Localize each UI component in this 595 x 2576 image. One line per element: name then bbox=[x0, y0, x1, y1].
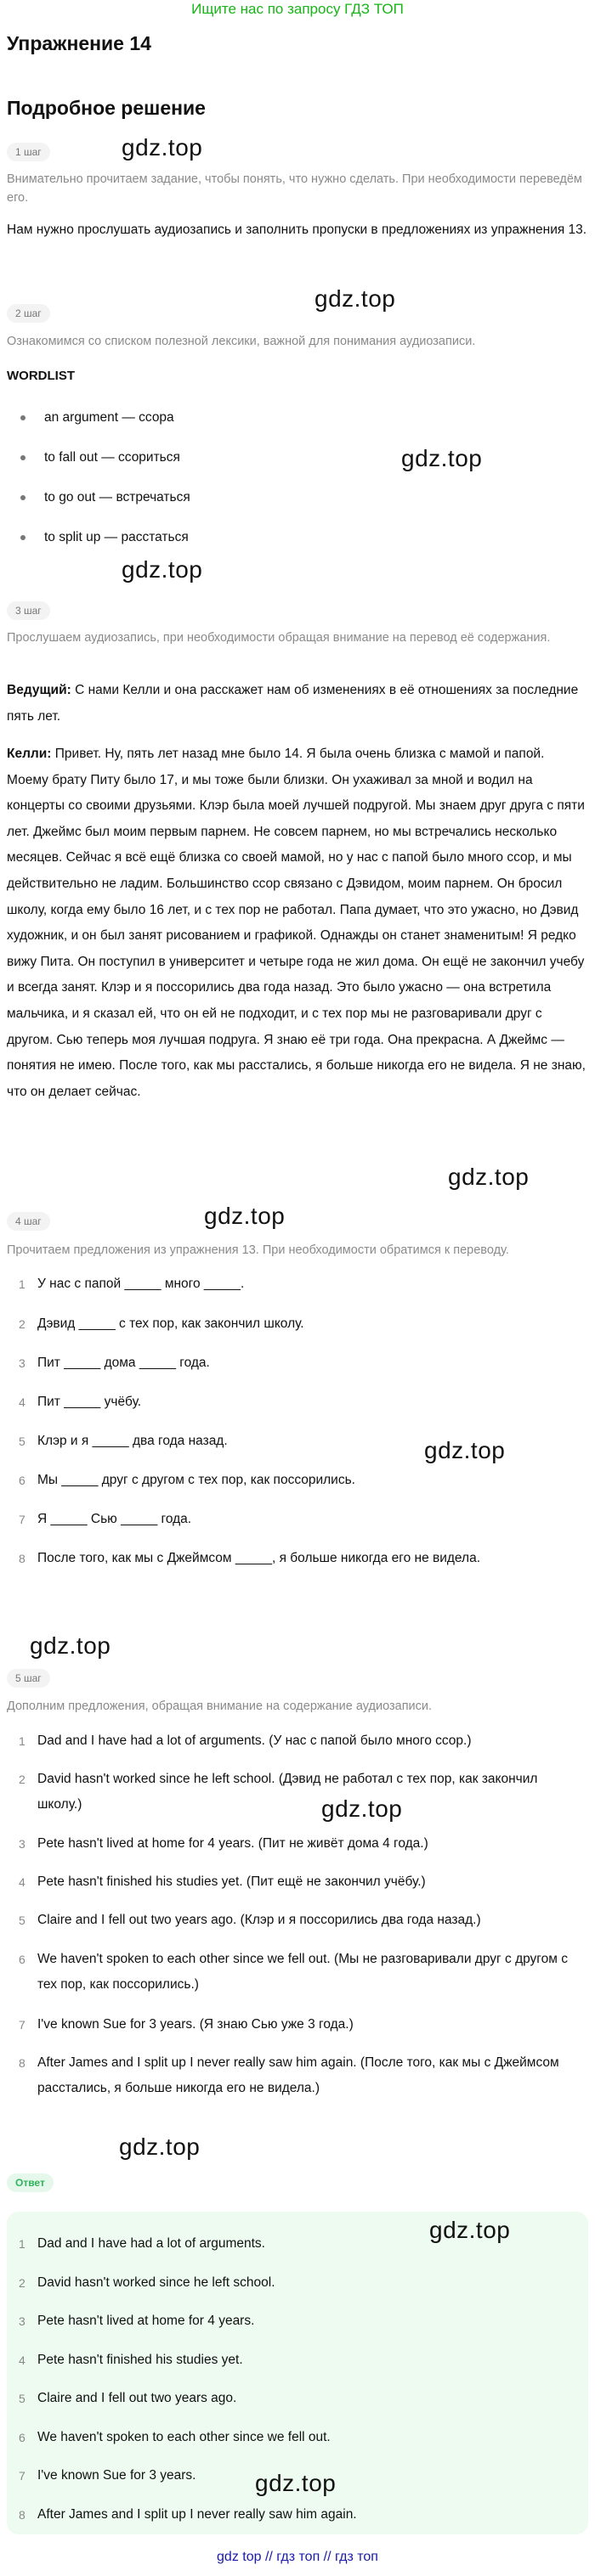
watermark: gdz.top bbox=[424, 1437, 506, 1463]
wordlist-heading: WORDLIST bbox=[7, 369, 75, 383]
list-item: 2 Дэвид _____ с тех пор, как закончил школу. bbox=[19, 1316, 304, 1331]
step-badge-3: 3 шаг bbox=[7, 601, 50, 620]
watermark: gdz.top bbox=[30, 1632, 111, 1659]
step-hint-4: Прочитаем предложения из упражнения 13. При необходимости обратимся к переводу. bbox=[7, 1243, 509, 1257]
list-item: to fall out — ссориться bbox=[7, 448, 585, 488]
list-item: to go out — встречаться bbox=[7, 488, 585, 527]
list-item: 8 After James and I split up I never really saw him again. (После того, как мы с Джеймсом расстались, я больше никогда его не видела.) bbox=[19, 2055, 559, 2095]
page-title: Упражнение 14 bbox=[7, 32, 151, 54]
list-item: 7 Я _____ Сью _____ года. bbox=[19, 1512, 192, 1526]
watermark: gdz.top bbox=[401, 445, 483, 471]
watermark: gdz.top bbox=[119, 2134, 201, 2160]
step-badge-5: 5 шаг bbox=[7, 1669, 50, 1688]
footer-link-1[interactable]: gdz top bbox=[217, 2550, 262, 2564]
list-item: 1 Dad and I have had a lot of arguments. bbox=[19, 2236, 265, 2251]
wordlist bbox=[7, 408, 585, 567]
step-badge-1: 1 шаг bbox=[7, 143, 50, 161]
watermark: gdz.top bbox=[429, 2217, 511, 2243]
host-paragraph: Ведущий: С нами Келли и она расскажет нам об изменениях в её отношениях за последние пять лет. bbox=[7, 683, 579, 724]
list-item: 5 Claire and I fell out two years ago. (Клэр и я поссорились два года назад.) bbox=[19, 1913, 481, 1927]
footer-link-2[interactable]: гдз топ bbox=[276, 2550, 320, 2564]
list-item: to split up — расстаться bbox=[7, 527, 585, 567]
answer-badge: Ответ bbox=[7, 2173, 54, 2192]
list-item: 4 Pete hasn't finished his studies yet. (Пит ещё не закончил учёбу.) bbox=[19, 1874, 426, 1889]
list-item: an argument — ссора bbox=[7, 408, 585, 448]
list-item: 5 Claire and I fell out two years ago. bbox=[19, 2391, 237, 2405]
footer-links bbox=[0, 2550, 595, 2565]
list-item: 3 Pete hasn't lived at home for 4 years. bbox=[19, 2314, 255, 2328]
watermark: gdz.top bbox=[321, 1795, 403, 1822]
list-item: 7 I've known Sue for 3 years. bbox=[19, 2468, 196, 2483]
list-item: 7 I've known Sue for 3 years. (Я знаю Сью уже 3 года.) bbox=[19, 2017, 354, 2032]
list-item: 6 We haven't spoken to each other since we fell out. bbox=[19, 2430, 331, 2444]
list-item: 4 Пит _____ учёбу. bbox=[19, 1395, 142, 1409]
watermark: gdz.top bbox=[314, 285, 396, 312]
watermark: gdz.top bbox=[122, 134, 203, 161]
sentence-list bbox=[7, 1274, 585, 1587]
list-item: 4 Pete hasn't finished his studies yet. bbox=[19, 2353, 243, 2367]
watermark: gdz.top bbox=[255, 2470, 337, 2496]
bullet-dot bbox=[20, 535, 26, 540]
watermark: gdz.top bbox=[122, 556, 203, 583]
list-item: 6 Мы _____ друг с другом с тех пор, как поссорились. bbox=[19, 1473, 355, 1487]
bullet-dot bbox=[20, 495, 26, 500]
step-text-1: Нам нужно прослушать аудиозапись и заполнить пропуски в предложениях из упражнения 13. bbox=[7, 223, 587, 237]
list-item: 1 Dad and I have had a lot of arguments. (У нас с папой было много ссор.) bbox=[19, 1733, 472, 1748]
list-item: 8 После того, как мы с Джеймсом _____, я больше никогда его не видела. bbox=[19, 1551, 481, 1565]
step-hint-1: Внимательно прочитаем задание, чтобы понять, что нужно сделать. При необходимости переведём его. bbox=[7, 172, 582, 205]
step-hint-3: Прослушаем аудиозапись, при необходимости обращая внимание на перевод её содержания. bbox=[7, 631, 551, 645]
list-item: 8 After James and I split up I never really saw him again. bbox=[19, 2507, 357, 2522]
list-item: 3 Пит _____ дома _____ года. bbox=[19, 1356, 210, 1370]
watermark: gdz.top bbox=[448, 1164, 530, 1190]
footer-separator: // bbox=[261, 2550, 277, 2564]
step-hint-2: Ознакомимся со списком полезной лексики, важной для понимания аудиозаписи. bbox=[7, 335, 476, 348]
completed-sentence-list bbox=[7, 1728, 585, 2101]
step-badge-4: 4 шаг bbox=[7, 1212, 50, 1231]
section-title: Подробное решение bbox=[7, 97, 206, 119]
list-item: 2 David hasn't worked since he left school. (Дэвид не работал с тех пор, как закончил школу.) bbox=[19, 1772, 538, 1812]
footer-link-3[interactable]: гдз топ bbox=[335, 2550, 378, 2564]
kelly-paragraph: Келли: Привет. Ну, пять лет назад мне было 14. Я была очень близка с мамой и папой. Моему брату Питу было 17, и мы тоже были близки. Он ухаживал за мной и водил на концерты со своими друзьями. Клэр была моей лучшей подругой. Мы знаем друг друга с пяти лет. Джеймс был моим первым парнем. Не совсем парнем, но мы встречались несколько месяцев. Сейчас я всё ещё близка со своей мамой, но у нас с папой было много ссор, и мы действительно не ладим. Большинство ссор связано с Дэвидом, моим парнем. Он бросил школу, когда ему было 16 лет, и с тех пор не работал. Папа думает, что это ужасно, но Дэвид художник, и он был занят рисованием и графикой. Однажды он станет знаменитым! Я редко вижу Пита. Он поступил в университет и четыре года не жил дома. Он ещё не закончил учебу и всегда занят. Клэр и я поссорились два года назад. Это было ужасно — она встретила мальчика, и я сказал ей, что он ей не подходит, и с тех пор мы не разговаривали друг с другом. Сью теперь моя лучшая подруга. Я знаю её три года. Она прекрасна. А Джеймс — понятия не имею. После того, как мы расстались, я больше никогда его не видела. Я не знаю, что он делает сейчас. bbox=[7, 747, 586, 1099]
list-item: 6 We haven't spoken to each other since we fell out. (Мы не разговаривали друг с другом с тех пор, как поссорились.) bbox=[19, 1952, 568, 1992]
footer-separator: // bbox=[320, 2550, 336, 2564]
watermark: gdz.top bbox=[204, 1203, 286, 1229]
list-item: 2 David hasn't worked since he left school. bbox=[19, 2275, 275, 2290]
step-badge-2: 2 шаг bbox=[7, 304, 50, 323]
bullet-dot bbox=[20, 455, 26, 460]
bullet-dot bbox=[20, 415, 26, 420]
kelly-label: Келли: bbox=[7, 747, 52, 761]
list-item: 5 Клэр и я _____ два года назад. bbox=[19, 1434, 228, 1448]
host-label: Ведущий: bbox=[7, 683, 71, 697]
top-banner: Ищите нас по запросу ГДЗ ТОП bbox=[191, 1, 404, 17]
list-item: 1 У нас с папой _____ много _____. bbox=[19, 1277, 245, 1291]
list-item: 3 Pete hasn't lived at home for 4 years. (Пит не живёт дома 4 года.) bbox=[19, 1836, 428, 1851]
step-hint-5: Дополним предложения, обращая внимание на содержание аудиозаписи. bbox=[7, 1699, 433, 1713]
